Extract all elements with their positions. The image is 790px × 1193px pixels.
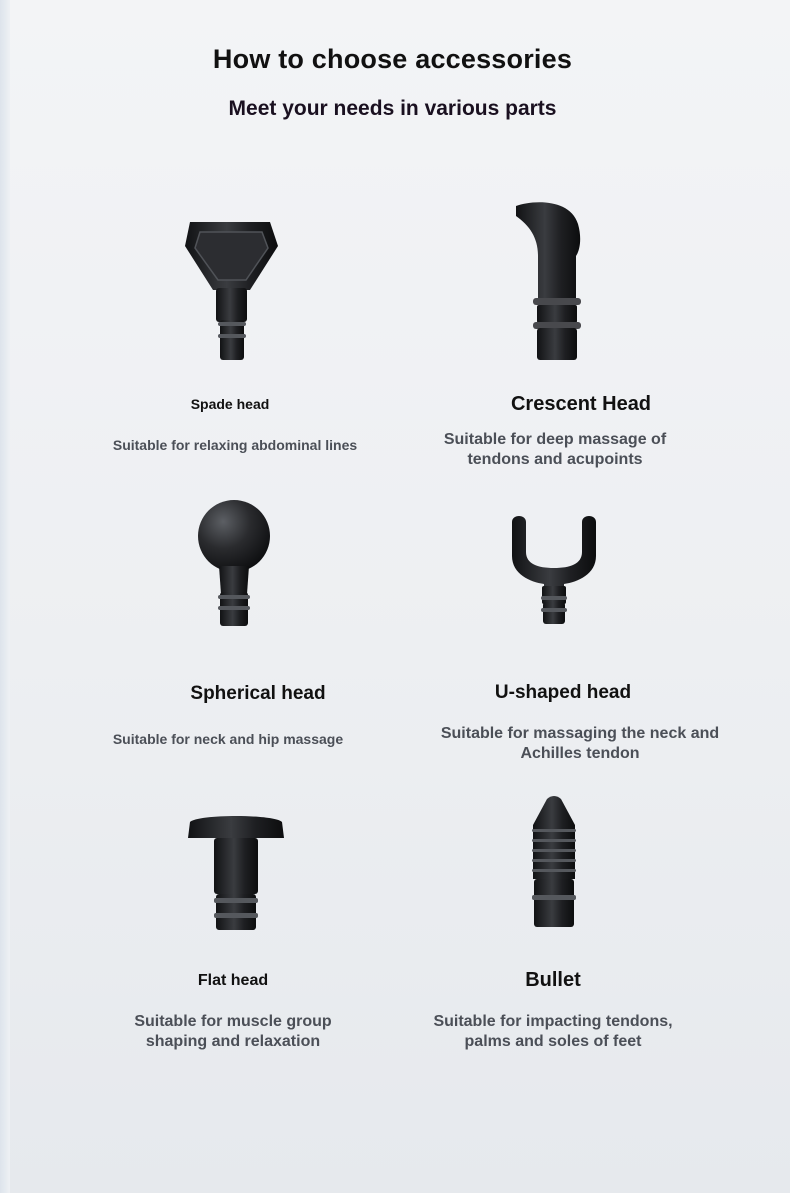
spherical-head-icon <box>194 498 274 628</box>
flat-head-icon <box>184 810 289 932</box>
accessory-name: U-shaped head <box>494 682 632 703</box>
page-edge <box>0 0 10 1193</box>
accessory-name: Flat head <box>197 972 269 989</box>
page-title: How to choose accessories <box>212 44 573 74</box>
accessory-description: Suitable for impacting tendons, palms and soles of feet <box>433 1013 673 1050</box>
u-shaped-head-icon <box>508 512 600 627</box>
accessory-description: Suitable for muscle group shaping and relaxation <box>134 1013 332 1050</box>
accessory-description: Suitable for deep massage of tendons and acupoints <box>443 431 667 468</box>
accessory-description: Suitable for neck and hip massage <box>112 731 344 747</box>
accessory-name: Crescent Head <box>510 393 652 415</box>
accessory-name: Spade head <box>190 396 270 412</box>
accessory-description: Suitable for massaging the neck and Achilles tendon <box>440 725 720 762</box>
crescent-head-icon <box>510 198 590 363</box>
accessory-name: Bullet <box>525 969 581 991</box>
accessory-name: Spherical head <box>190 683 326 704</box>
page-subtitle: Meet your needs in various parts <box>228 97 557 120</box>
accessory-description: Suitable for relaxing abdominal lines <box>112 437 358 453</box>
spade-head-icon <box>180 218 285 363</box>
bullet-head-icon <box>525 795 583 931</box>
